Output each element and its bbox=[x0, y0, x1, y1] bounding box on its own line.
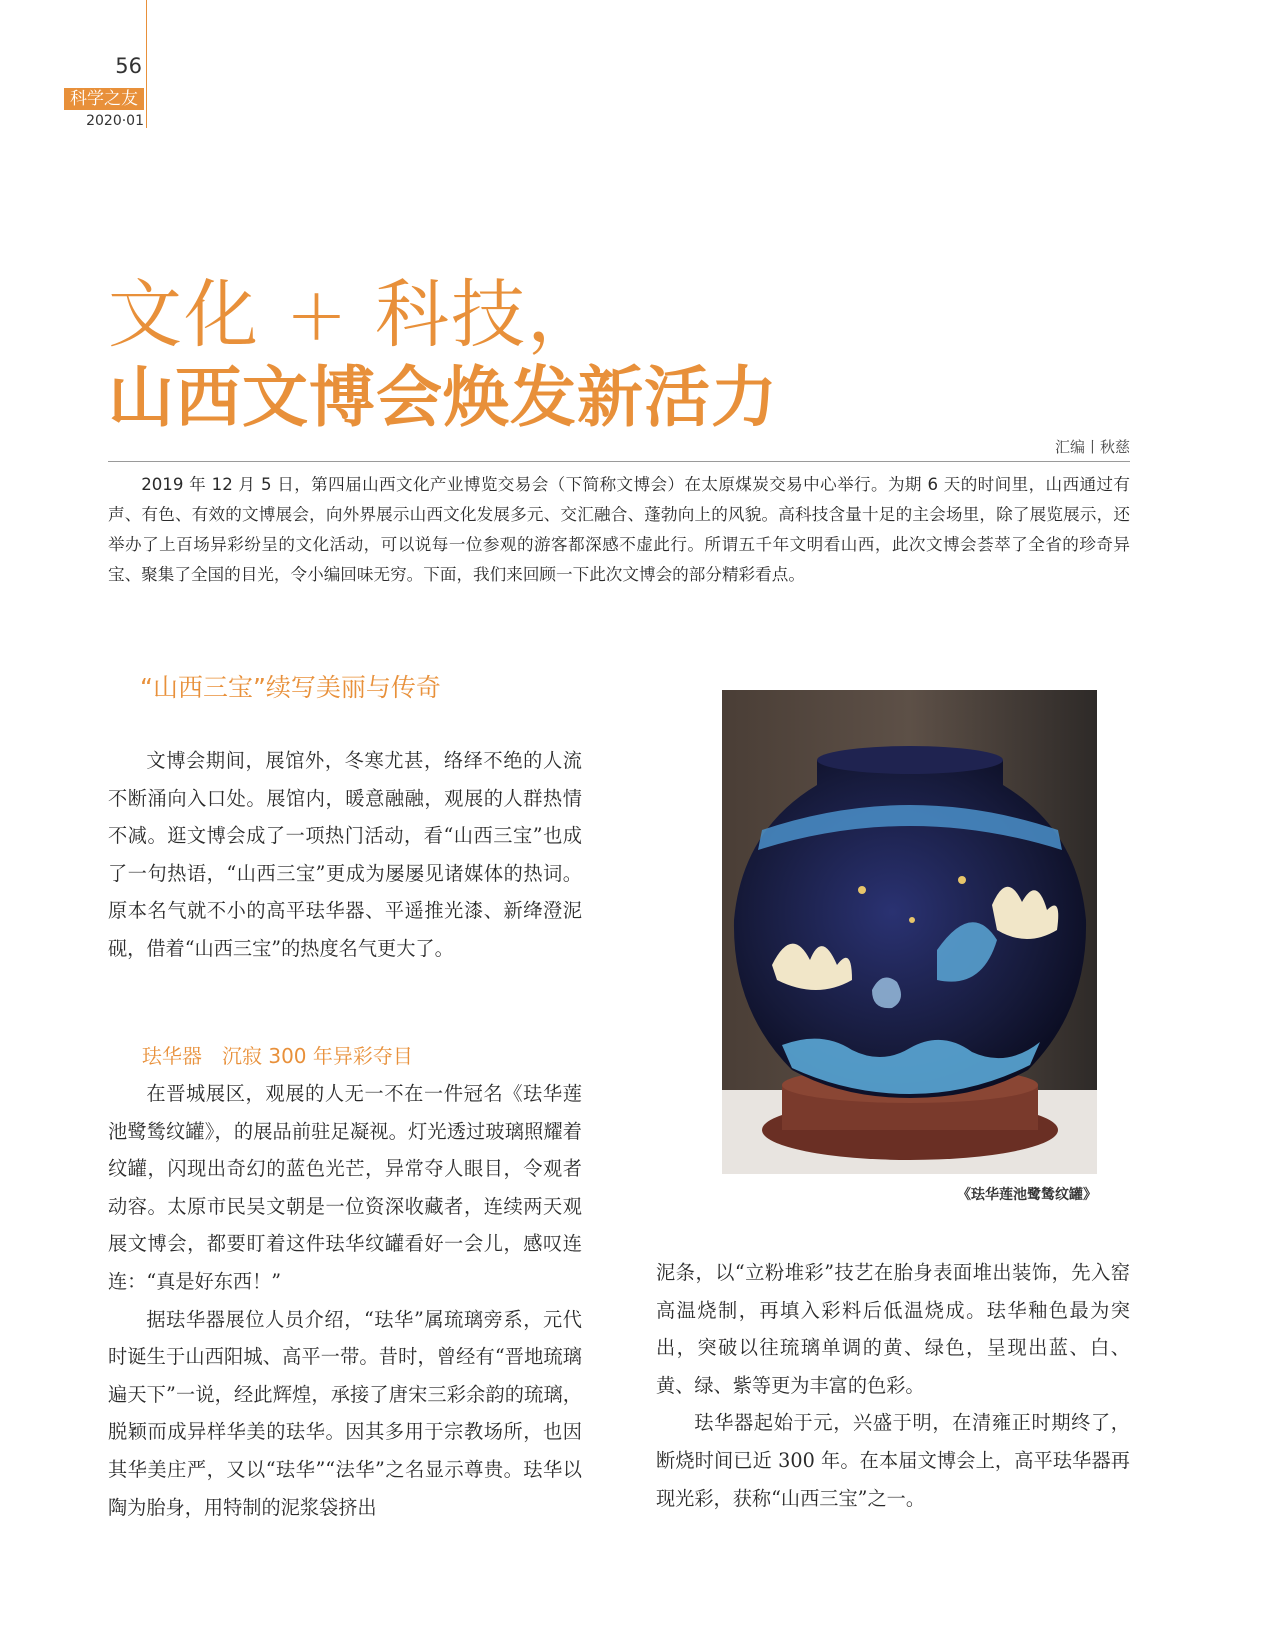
intro-paragraph bbox=[108, 470, 1130, 590]
column-right bbox=[656, 1254, 1130, 1517]
decorative-dot bbox=[958, 876, 966, 884]
photo-caption: 《珐华莲池鹭鸶纹罐》 bbox=[957, 1187, 1097, 1203]
byline: 汇编丨秋慈 bbox=[1054, 438, 1130, 456]
issue-date: 2020·01 bbox=[86, 113, 144, 129]
magazine-name: 科学之友 bbox=[64, 88, 144, 110]
subheading: 珐华器 沉寂 300 年异彩夺目 bbox=[142, 1044, 413, 1068]
title-divider bbox=[108, 461, 1130, 462]
header-rule bbox=[146, 0, 147, 128]
paragraph-3-continued: 泥条，以“立粉堆彩”技艺在胎身表面堆出装饰，先入窑高温烧制，再填入彩料后低温烧成。珐华釉色最为突出，突破以往琉璃单调的黄、绿色，呈现出蓝、白、黄、绿、紫等更为丰富的色彩。 bbox=[656, 1261, 1130, 1397]
paragraph-1: 文博会期间，展馆外，冬寒尤甚，络绎不绝的人流不断涌向入口处。展馆内，暖意融融，观展的人群热情不减。逛文博会成了一项热门活动，看“山西三宝”也成了一句热语，“山西三宝”更成为屡屡见诸媒体的热词。原本名气就不小的高平珐华器、平遥推光漆、新绛澄泥砚，借着“山西三宝”的热度名气更大了。 bbox=[108, 749, 582, 960]
decorative-dot bbox=[858, 886, 866, 894]
article-title-line2: 山西文博会焕发新活力 bbox=[108, 359, 778, 436]
intro-text: 2019 年 12 月 5 日，第四届山西文化产业博览交易会（下简称文博会）在太原煤炭交易中心举行。为期 6 天的时间里，山西通过有声、有色、有效的文博展会，向外界展示山西文化发展多元、交汇融合、蓬勃向上的风貌。高科技含量十足的主会场里，除了展览展示，还举办了上百场异彩纷呈的文化活动，可以说每一位参观的游客都深感不虚此行。所谓五千年文明看山西，此次文博会荟萃了全省的珍奇异宝、聚集了全国的目光，令小编回味无穷。下面，我们来回顾一下此次文博会的部分精彩看点。 bbox=[108, 475, 1130, 584]
paragraph-3: 据珐华器展位人员介绍，“珐华”属琉璃旁系，元代时诞生于山西阳城、高平一带。昔时，曾经有“晋地琉璃遍天下”一说，经此辉煌，承接了唐宋三彩余韵的琉璃，脱颖而成异样华美的珐华。因其多用于宗教场所，也因其华美庄严，又以“珐华”“法华”之名显示尊贵。珐华以陶为胎身，用特制的泥浆袋挤出 bbox=[108, 1307, 582, 1519]
paragraph-2: 在晋城展区，观展的人无一不在一件冠名《珐华莲池鹭鸶纹罐》，的展品前驻足凝视。灯光透过玻璃照耀着纹罐，闪现出奇幻的蓝色光芒，异常夺人眼目，令观者动容。太原市民吴文朝是一位资深收藏者，连续两天观展文博会，都要盯着这件珐华纹罐看好一会儿，感叹连连：“真是好东西！” bbox=[108, 1082, 582, 1293]
vase-photo bbox=[722, 690, 1097, 1174]
paragraph-4: 珐华器起始于元，兴盛于明，在清雍正时期终了，断烧时间已近 300 年。在本届文博会上，高平珐华器再现光彩，获称“山西三宝”之一。 bbox=[656, 1411, 1130, 1510]
vase-illustration bbox=[722, 690, 1097, 1174]
decorative-dot bbox=[909, 917, 915, 923]
column-left-bottom bbox=[108, 1075, 582, 1526]
column-left-top bbox=[108, 742, 582, 968]
article-title-line1: 文化 + 科技， bbox=[108, 272, 604, 358]
section-title: “山西三宝”续写美丽与传奇 bbox=[140, 673, 441, 702]
vase-mouth bbox=[817, 746, 1003, 774]
page-number: 56 bbox=[115, 54, 142, 78]
